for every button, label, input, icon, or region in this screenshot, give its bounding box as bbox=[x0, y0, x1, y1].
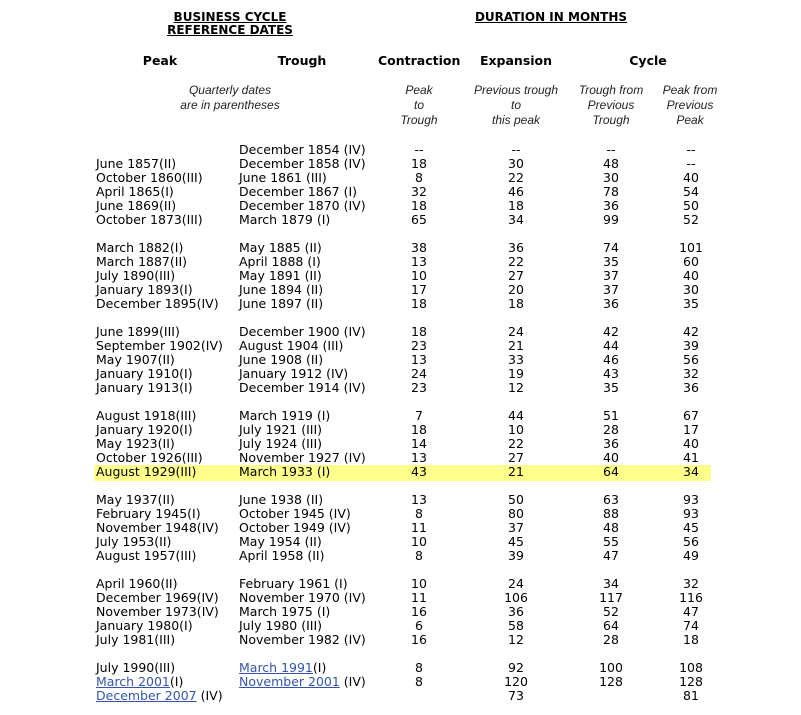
cycle-peak-months: 34 bbox=[683, 464, 699, 479]
peak-date: July 1981(III) bbox=[96, 632, 176, 647]
trough-date: April 1958 (II) bbox=[239, 548, 325, 563]
contraction-months: 10 bbox=[411, 268, 427, 283]
col-header-trough: Trough bbox=[277, 53, 327, 68]
trough-date-link[interactable]: November 2001 bbox=[239, 674, 340, 689]
cycle-peak-months: 35 bbox=[683, 296, 699, 311]
contraction-months: 43 bbox=[411, 464, 427, 479]
expansion-months: 39 bbox=[508, 548, 524, 563]
cycle-peak-months: 47 bbox=[683, 604, 699, 619]
business-cycle-title bbox=[160, 11, 300, 37]
contraction-months: 16 bbox=[411, 632, 427, 647]
cycle-peak-months: 39 bbox=[683, 338, 699, 353]
trough-date: June 1861 (III) bbox=[239, 170, 327, 185]
table-row bbox=[0, 591, 801, 605]
peak-date-quarter: (IV) bbox=[196, 688, 223, 703]
cycle-trough-months: 30 bbox=[603, 170, 619, 185]
table-row bbox=[0, 409, 801, 423]
table-row bbox=[0, 605, 801, 619]
cycle-trough-months: 128 bbox=[599, 674, 623, 689]
cycle-trough-months: 42 bbox=[603, 324, 619, 339]
peak-date: January 1913(I) bbox=[96, 380, 193, 395]
table-row bbox=[0, 269, 801, 283]
group-spacer bbox=[0, 395, 801, 409]
trough-date: November 1970 (IV) bbox=[239, 590, 366, 605]
expansion-months: 18 bbox=[508, 296, 524, 311]
peak-date-link[interactable]: March 2001 bbox=[96, 674, 170, 689]
trough-date-link[interactable]: March 1991 bbox=[239, 660, 313, 675]
peak-date: January 1893(I) bbox=[96, 282, 193, 297]
table-row bbox=[0, 143, 801, 157]
trough-date: December 1854 (IV) bbox=[239, 142, 366, 157]
expansion-months: 22 bbox=[508, 170, 524, 185]
peak-date: May 1907(II) bbox=[96, 352, 175, 367]
table-row bbox=[0, 353, 801, 367]
table-row bbox=[0, 381, 801, 395]
cycle-trough-months: 46 bbox=[603, 352, 619, 367]
trough-date: June 1938 (II) bbox=[239, 492, 324, 507]
table-row bbox=[0, 549, 801, 563]
contraction-months: 11 bbox=[411, 520, 427, 535]
trough-date: November 1927 (IV) bbox=[239, 450, 366, 465]
cycle-trough-months: 35 bbox=[603, 380, 619, 395]
table-row bbox=[0, 633, 801, 647]
table-row bbox=[0, 213, 801, 227]
dates-note bbox=[160, 83, 300, 113]
trough-date: June 1908 (II) bbox=[239, 352, 324, 367]
expansion-months: 45 bbox=[508, 534, 524, 549]
peak-date: March 1887(II) bbox=[96, 254, 188, 269]
table-row-highlighted bbox=[0, 465, 801, 479]
expansion-months: 30 bbox=[508, 156, 524, 171]
contraction-months: 7 bbox=[415, 408, 423, 423]
trough-date: November 1982 (IV) bbox=[239, 632, 366, 647]
table-row bbox=[0, 661, 801, 675]
contraction-sub-2: to bbox=[413, 98, 424, 112]
table-row bbox=[0, 423, 801, 437]
cycle-trough-sub-1: Trough from bbox=[578, 83, 644, 97]
contraction-months: 8 bbox=[415, 674, 423, 689]
expansion-months: 24 bbox=[508, 324, 524, 339]
cycle-trough-subhead bbox=[571, 83, 651, 128]
contraction-subhead bbox=[390, 83, 448, 128]
expansion-months: 27 bbox=[508, 268, 524, 283]
cycle-peak-months: 108 bbox=[679, 660, 703, 675]
contraction-months: 13 bbox=[411, 492, 427, 507]
table-row bbox=[0, 535, 801, 549]
trough-date: May 1891 (II) bbox=[239, 268, 322, 283]
peak-date: October 1926(III) bbox=[96, 450, 203, 465]
peak-date: August 1957(III) bbox=[96, 548, 197, 563]
title-line-2: REFERENCE DATES bbox=[167, 23, 293, 37]
contraction-months: 13 bbox=[411, 450, 427, 465]
cycle-peak-sub-1: Peak from bbox=[662, 83, 718, 97]
peak-date: October 1860(III) bbox=[96, 170, 203, 185]
cycle-trough-months: 36 bbox=[603, 436, 619, 451]
trough-date: December 1858 (IV) bbox=[239, 156, 366, 171]
expansion-months: 120 bbox=[504, 674, 528, 689]
cycle-trough-months: 28 bbox=[603, 632, 619, 647]
contraction-months: 18 bbox=[411, 296, 427, 311]
expansion-months: 21 bbox=[508, 464, 524, 479]
table-row bbox=[0, 437, 801, 451]
table-row bbox=[0, 157, 801, 171]
table-row bbox=[0, 171, 801, 185]
cycle-peak-months: 45 bbox=[683, 520, 699, 535]
contraction-months: 18 bbox=[411, 324, 427, 339]
contraction-months: 65 bbox=[411, 212, 427, 227]
expansion-months: 24 bbox=[508, 576, 524, 591]
contraction-months: 18 bbox=[411, 198, 427, 213]
trough-date: July 1924 (III) bbox=[239, 436, 323, 451]
cycle-trough-months: 44 bbox=[603, 338, 619, 353]
trough-date: December 1867 (I) bbox=[239, 184, 358, 199]
cycle-peak-months: 40 bbox=[683, 436, 699, 451]
peak-date: October 1873(III) bbox=[96, 212, 203, 227]
cycle-peak-months: -- bbox=[686, 142, 696, 157]
cycle-trough-months: 51 bbox=[603, 408, 619, 423]
contraction-months: 17 bbox=[411, 282, 427, 297]
table-row bbox=[0, 255, 801, 269]
expansion-months: 73 bbox=[508, 688, 524, 703]
cycle-trough-sub-3: Trough bbox=[592, 113, 630, 127]
table-row bbox=[0, 339, 801, 353]
peak-date: May 1923(II) bbox=[96, 436, 175, 451]
cycle-peak-months: 30 bbox=[683, 282, 699, 297]
contraction-sub-1: Peak bbox=[405, 83, 433, 97]
cycle-trough-months: 117 bbox=[599, 590, 623, 605]
cycle-trough-months: 64 bbox=[603, 464, 619, 479]
cycle-peak-months: 41 bbox=[683, 450, 699, 465]
expansion-months: -- bbox=[511, 142, 521, 157]
cycle-peak-sub-2: Previous bbox=[666, 98, 714, 112]
cycle-peak-months: 18 bbox=[683, 632, 699, 647]
expansion-sub-2: to bbox=[510, 98, 521, 112]
cycle-peak-months: 56 bbox=[683, 534, 699, 549]
group-spacer bbox=[0, 563, 801, 577]
trough-date: June 1894 (II) bbox=[239, 282, 324, 297]
peak-date-quarter: (I) bbox=[169, 674, 184, 689]
peak-date: April 1865(I) bbox=[96, 184, 174, 199]
cycle-peak-months: 74 bbox=[683, 618, 699, 633]
expansion-months: 33 bbox=[508, 352, 524, 367]
trough-date: October 1945 (IV) bbox=[239, 506, 351, 521]
expansion-months: 12 bbox=[508, 632, 524, 647]
table-row bbox=[0, 521, 801, 535]
col-header-peak: Peak bbox=[142, 53, 178, 68]
expansion-months: 27 bbox=[508, 450, 524, 465]
cycle-peak-months: 56 bbox=[683, 352, 699, 367]
contraction-months: 6 bbox=[415, 618, 423, 633]
contraction-months: 18 bbox=[411, 422, 427, 437]
expansion-months: 36 bbox=[508, 604, 524, 619]
contraction-months: 13 bbox=[411, 254, 427, 269]
col-header-cycle: Cycle bbox=[629, 53, 667, 68]
cycle-peak-months: 42 bbox=[683, 324, 699, 339]
cycle-peak-months: 50 bbox=[683, 198, 699, 213]
cycle-peak-months: 67 bbox=[683, 408, 699, 423]
contraction-months: 8 bbox=[415, 548, 423, 563]
contraction-months: 24 bbox=[411, 366, 427, 381]
table-row bbox=[0, 325, 801, 339]
cycle-peak-months: 93 bbox=[683, 492, 699, 507]
peak-date: December 1895(IV) bbox=[96, 296, 219, 311]
dates-note-line1: Quarterly dates bbox=[188, 83, 272, 97]
cycle-peak-sub-3: Peak bbox=[676, 113, 704, 127]
peak-date bbox=[96, 689, 223, 703]
cycle-peak-months: 32 bbox=[683, 366, 699, 381]
contraction-months: 10 bbox=[411, 534, 427, 549]
trough-date: August 1904 (III) bbox=[239, 338, 344, 353]
cycle-trough-sub-2: Previous bbox=[587, 98, 635, 112]
cycle-trough-months: 52 bbox=[603, 604, 619, 619]
cycle-trough-months: 35 bbox=[603, 254, 619, 269]
trough-date-quarter: (IV) bbox=[339, 674, 366, 689]
expansion-sub-1: Previous trough bbox=[473, 83, 559, 97]
cycle-trough-months: 88 bbox=[603, 506, 619, 521]
trough-date: December 1900 (IV) bbox=[239, 324, 366, 339]
peak-date: November 1948(IV) bbox=[96, 520, 219, 535]
expansion-months: 37 bbox=[508, 520, 524, 535]
peak-date: November 1973(IV) bbox=[96, 604, 219, 619]
cycle-peak-months: -- bbox=[686, 156, 696, 171]
contraction-months: 11 bbox=[411, 590, 427, 605]
expansion-months: 36 bbox=[508, 240, 524, 255]
contraction-months: 8 bbox=[415, 170, 423, 185]
peak-date: June 1857(II) bbox=[96, 156, 177, 171]
peak-date: April 1960(II) bbox=[96, 576, 178, 591]
contraction-months: 32 bbox=[411, 184, 427, 199]
peak-date: July 1953(II) bbox=[96, 534, 172, 549]
cycle-trough-months: 37 bbox=[603, 268, 619, 283]
expansion-months: 58 bbox=[508, 618, 524, 633]
table-row bbox=[0, 451, 801, 465]
group-spacer bbox=[0, 479, 801, 493]
trough-date: March 1919 (I) bbox=[239, 408, 331, 423]
table-row bbox=[0, 185, 801, 199]
peak-date: January 1980(I) bbox=[96, 618, 193, 633]
expansion-months: 80 bbox=[508, 506, 524, 521]
trough-date: May 1954 (II) bbox=[239, 534, 322, 549]
contraction-months: 23 bbox=[411, 380, 427, 395]
title-line-1: BUSINESS CYCLE bbox=[173, 10, 287, 24]
table-row bbox=[0, 297, 801, 311]
peak-date: March 1882(I) bbox=[96, 240, 184, 255]
cycle-trough-months: 36 bbox=[603, 198, 619, 213]
cycle-trough-months: 36 bbox=[603, 296, 619, 311]
trough-date: February 1961 (I) bbox=[239, 576, 348, 591]
trough-date: March 1975 (I) bbox=[239, 604, 331, 619]
contraction-months: 10 bbox=[411, 576, 427, 591]
table-row bbox=[0, 577, 801, 591]
table-row bbox=[0, 199, 801, 213]
peak-date: May 1937(II) bbox=[96, 492, 175, 507]
cycle-trough-months: 100 bbox=[599, 660, 623, 675]
trough-date bbox=[239, 661, 326, 675]
contraction-months: 23 bbox=[411, 338, 427, 353]
cycle-trough-months: -- bbox=[606, 142, 616, 157]
trough-date: January 1912 (IV) bbox=[239, 366, 349, 381]
cycle-peak-months: 116 bbox=[679, 590, 703, 605]
cycle-trough-months: 63 bbox=[603, 492, 619, 507]
trough-date: March 1879 (I) bbox=[239, 212, 331, 227]
peak-date: August 1918(III) bbox=[96, 408, 197, 423]
cycle-trough-months: 47 bbox=[603, 548, 619, 563]
contraction-months: 8 bbox=[415, 660, 423, 675]
expansion-months: 92 bbox=[508, 660, 524, 675]
cycle-peak-months: 40 bbox=[683, 170, 699, 185]
cycle-trough-months: 40 bbox=[603, 450, 619, 465]
peak-date: September 1902(IV) bbox=[96, 338, 223, 353]
cycle-peak-months: 40 bbox=[683, 268, 699, 283]
trough-date: July 1921 (III) bbox=[239, 422, 323, 437]
contraction-months: 13 bbox=[411, 352, 427, 367]
peak-date bbox=[96, 675, 183, 689]
trough-date: March 1933 (I) bbox=[239, 464, 331, 479]
cycle-trough-months: 28 bbox=[603, 422, 619, 437]
cycle-trough-months: 74 bbox=[603, 240, 619, 255]
col-header-expansion: Expansion bbox=[479, 53, 553, 68]
contraction-months: -- bbox=[414, 142, 424, 157]
trough-date: June 1897 (II) bbox=[239, 296, 324, 311]
expansion-months: 50 bbox=[508, 492, 524, 507]
peak-date: July 1990(III) bbox=[96, 660, 176, 675]
cycle-peak-months: 17 bbox=[683, 422, 699, 437]
trough-date: December 1870 (IV) bbox=[239, 198, 366, 213]
peak-date: February 1945(I) bbox=[96, 506, 201, 521]
cycle-trough-months: 99 bbox=[603, 212, 619, 227]
trough-date: May 1885 (II) bbox=[239, 240, 322, 255]
group-spacer bbox=[0, 647, 801, 661]
cycle-peak-months: 32 bbox=[683, 576, 699, 591]
col-header-contraction: Contraction bbox=[378, 53, 461, 68]
peak-date: June 1869(II) bbox=[96, 198, 177, 213]
expansion-months: 34 bbox=[508, 212, 524, 227]
peak-date: January 1920(I) bbox=[96, 422, 193, 437]
contraction-months: 38 bbox=[411, 240, 427, 255]
contraction-months: 18 bbox=[411, 156, 427, 171]
expansion-months: 21 bbox=[508, 338, 524, 353]
cycle-peak-months: 49 bbox=[683, 548, 699, 563]
cycle-peak-months: 54 bbox=[683, 184, 699, 199]
trough-date-quarter: (I) bbox=[312, 660, 327, 675]
contraction-sub-3: Trough bbox=[400, 113, 438, 127]
cycle-trough-months: 55 bbox=[603, 534, 619, 549]
cycle-peak-months: 93 bbox=[683, 506, 699, 521]
trough-date: July 1980 (III) bbox=[239, 618, 323, 633]
expansion-months: 10 bbox=[508, 422, 524, 437]
peak-date: January 1910(I) bbox=[96, 366, 193, 381]
peak-date: August 1929(III) bbox=[96, 464, 197, 479]
table-row bbox=[0, 367, 801, 381]
table-row bbox=[0, 689, 801, 703]
contraction-months: 16 bbox=[411, 604, 427, 619]
cycle-trough-months: 37 bbox=[603, 282, 619, 297]
contraction-months: 8 bbox=[415, 506, 423, 521]
expansion-months: 44 bbox=[508, 408, 524, 423]
cycle-trough-months: 48 bbox=[603, 520, 619, 535]
expansion-months: 46 bbox=[508, 184, 524, 199]
table-row bbox=[0, 619, 801, 633]
trough-date: April 1888 (I) bbox=[239, 254, 321, 269]
expansion-months: 19 bbox=[508, 366, 524, 381]
group-spacer bbox=[0, 311, 801, 325]
cycle-trough-months: 78 bbox=[603, 184, 619, 199]
cycle-peak-months: 36 bbox=[683, 380, 699, 395]
cycle-peak-months: 81 bbox=[683, 688, 699, 703]
cycle-peak-subhead bbox=[654, 83, 726, 128]
cycle-trough-months: 34 bbox=[603, 576, 619, 591]
expansion-sub-3: this peak bbox=[491, 113, 541, 127]
dates-note-line2: are in parentheses bbox=[180, 98, 280, 112]
contraction-months: 14 bbox=[411, 436, 427, 451]
table-row bbox=[0, 241, 801, 255]
trough-date bbox=[239, 675, 366, 689]
duration-title: DURATION IN MONTHS bbox=[474, 10, 628, 24]
expansion-months: 22 bbox=[508, 254, 524, 269]
table-row bbox=[0, 507, 801, 521]
cycle-trough-months: 64 bbox=[603, 618, 619, 633]
table-row bbox=[0, 493, 801, 507]
expansion-subhead bbox=[466, 83, 566, 128]
cycle-peak-months: 101 bbox=[679, 240, 703, 255]
expansion-months: 12 bbox=[508, 380, 524, 395]
cycle-trough-months: 43 bbox=[603, 366, 619, 381]
peak-date: July 1890(III) bbox=[96, 268, 176, 283]
expansion-months: 20 bbox=[508, 282, 524, 297]
trough-date: October 1949 (IV) bbox=[239, 520, 351, 535]
peak-date: December 1969(IV) bbox=[96, 590, 219, 605]
cycle-peak-months: 128 bbox=[679, 674, 703, 689]
table-row bbox=[0, 283, 801, 297]
group-spacer bbox=[0, 227, 801, 241]
cycle-peak-months: 52 bbox=[683, 212, 699, 227]
table-row bbox=[0, 675, 801, 689]
trough-date: December 1914 (IV) bbox=[239, 380, 366, 395]
expansion-months: 106 bbox=[504, 590, 528, 605]
expansion-months: 18 bbox=[508, 198, 524, 213]
cycle-peak-months: 60 bbox=[683, 254, 699, 269]
expansion-months: 22 bbox=[508, 436, 524, 451]
business-cycle-table bbox=[0, 143, 801, 703]
peak-date-link[interactable]: December 2007 bbox=[96, 688, 197, 703]
peak-date: June 1899(III) bbox=[96, 324, 180, 339]
cycle-trough-months: 48 bbox=[603, 156, 619, 171]
